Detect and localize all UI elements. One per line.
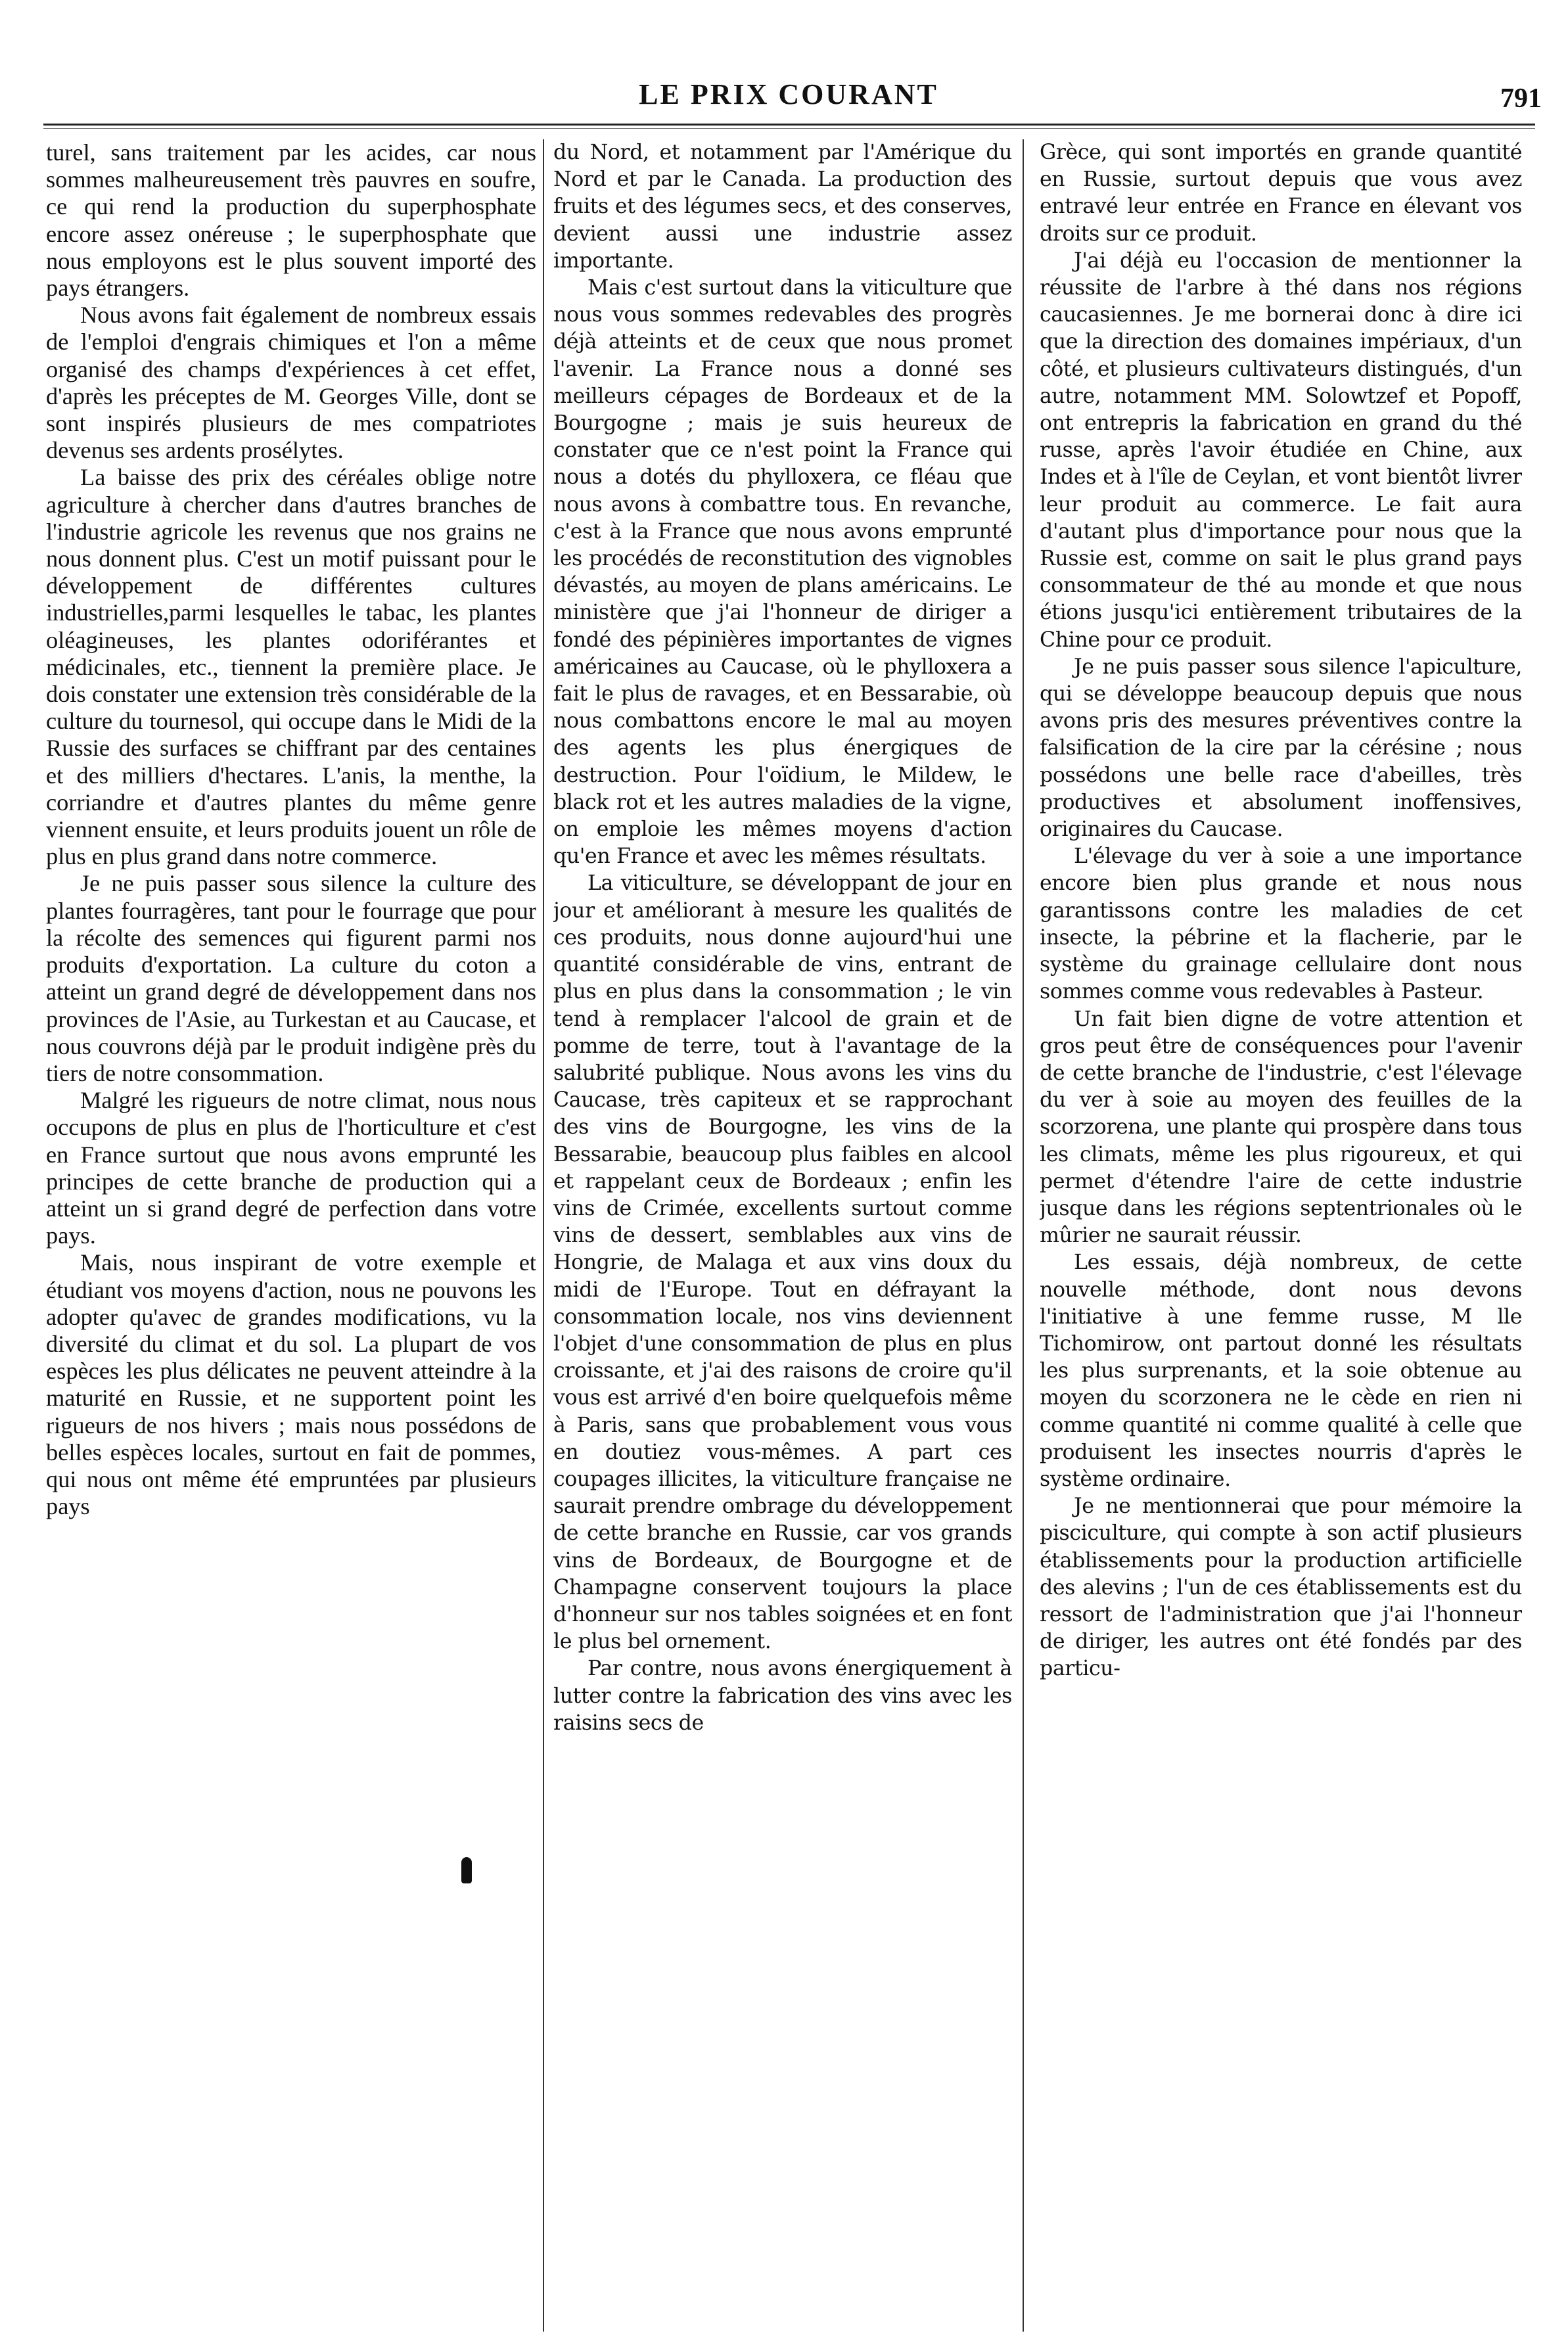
text-column-3 bbox=[1040, 139, 1522, 2334]
paragraph: L'élevage du ver à soie a une importance encore bien plus grande et nous nous garantissons contre les maladies de cet insecte, la pébrine et la flacherie, par le système du grainage cellulaire dont nous sommes comme vous redevables à Pasteur. bbox=[1040, 844, 1522, 1004]
paragraph: Un fait bien digne de votre attention et gros peut être de conséquences pour l'avenir de cette branche de l'industrie, c'est l'élevage du ver à soie au moyen des feuilles de la scorzorena, une plante qui prospère dans tous les climats, même les plus rigoureux, et qui permet d'étendre l'aire de cette industrie jusque dans les régions septentrionales où le mûrier ne saurait réussir. bbox=[1040, 1007, 1522, 1248]
paragraph: Je ne mentionnerai que pour mémoire la pisciculture, qui compte à son actif plusieurs établissements pour la production artificielle des alevins ; l'un de ces établissements est du ressort de l'administration que j'ai l'honneur de diriger, les autres ont été fondés par des particu- bbox=[1040, 1494, 1522, 1681]
text-column-2 bbox=[553, 139, 1012, 2334]
paragraph: Grèce, qui sont importés en grande quantité en Russie, surtout depuis que vous avez entravé leur entrée en France en élevant vos droits sur ce produit. bbox=[1040, 141, 1522, 246]
paragraph: Je ne puis passer sous silence la culture des plantes fourragères, tant pour le fourrage que pour la récolte des semences qui figurent parmi nos produits d'exportation. La culture du coton a atteint un grand degré de développement dans nos provinces de l'Asie, au Turkestan et au Caucase, et nous couvrons déjà par le produit indigène près du tiers de notre consommation. bbox=[46, 870, 536, 1086]
paragraph: Malgré les rigueurs de notre climat, nous nous occupons de plus en plus de l'horticulture et c'est en France surtout que nous avons emprunté les principes de cette branche de production qui a atteint un si grand degré de perfection dans votre pays. bbox=[46, 1087, 536, 1249]
paragraph: Mais, nous inspirant de votre exemple et étudiant vos moyens d'action, nous ne pouvons les adopter qu'avec de grandes modifications, vu la diversité du climat et du sol. La plupart de vos espèces les plus délicates ne peuvent atteindre à la maturité en Russie, et ne supportent point les rigueurs de nos hivers ; mais nous possédons de belles espèces locales, surtout en fait de pommes, qui nous ont même été empruntées par plusieurs pays bbox=[46, 1249, 536, 1520]
ink-blot-mark bbox=[461, 1857, 472, 1883]
paragraph: Nous avons fait également de nombreux essais de l'emploi d'engrais chimiques et l'on a même organisé des champs d'expériences à cet effet, d'après les préceptes de M. Georges Ville, dont se sont inspirés plusieurs de mes compatriotes devenus ses ardents prosélytes. bbox=[46, 302, 536, 464]
paragraph: J'ai déjà eu l'occasion de mentionner la réussite de l'arbre à thé dans nos régions caucasiennes. Je me bornerai donc à dire ici que la direction des domaines impériaux, d'un côté, et plusieurs cultivateurs distingués, d'un autre, notamment MM. Solowtzef et Popoff, ont entrepris la fabrication en grand du thé russe, après l'avoir étudiée en Chine, aux Indes et à l'île de Ceylan, et vont bientôt livrer leur produit au commerce. Le fait aura d'autant plus d'importance pour nous que la Russie est, comme on sait le plus grand pays consommateur de thé au monde et que nous étions jusqu'ici entièrement tributaires de la Chine pour ce produit. bbox=[1040, 248, 1522, 652]
page-header bbox=[0, 0, 1568, 145]
paragraph: La viticulture, se développant de jour en jour et améliorant à mesure les qualités de ces produits, nous donne aujourd'hui une quantité considérable de vins, entrant de plus en plus dans la consommation ; le vin tend à remplacer l'alcool de grain et de pomme de terre, tout à l'avantage de la salubrité publique. Nous avons les vins du Caucase, très capiteux et se rapprochant des vins de Bourgogne, les vins de la Bessarabie, beaucoup plus faibles en alcool et rappelant ceux de Bordeaux ; enfin les vins de Crimée, excellents surtout comme vins de dessert, semblables aux vins de Hongrie, de Malaga et aux vins doux du midi de l'Europe. Tout en défrayant la consommation locale, nos vins deviennent l'objet d'une consommation de plus en plus croissante, et j'ai des raisons de croire qu'il vous est arrivé d'en boire quelquefois même à Paris, sans que probablement vous vous en doutiez vous-mêmes. A part ces coupages illicites, la viticulture française ne saurait prendre ombrage du développement de cette branche en Russie, car vos grands vins de Bordeaux, de Bourgogne et de Champagne conservent toujours la place d'honneur sur nos tables soignées et en font le plus bel ornement. bbox=[553, 871, 1012, 1654]
column-divider bbox=[543, 139, 544, 2332]
journal-title: LE PRIX COURANT bbox=[639, 78, 938, 110]
paragraph: Mais c'est surtout dans la viticulture que nous vous sommes redevables des progrès déjà atteints et de ceux que nous promet l'avenir. La France nous a donné ses meilleurs cépages de Bordeaux et de la Bourgogne ; mais je suis heureux de constater que ce n'est point la France qui nous a dotés du phylloxera, ce fléau que nous avons à combattre tous. En revanche, c'est à la France que nous avons emprunté les procédés de reconstitution des vignobles dévastés, au moyen de plans américains. Le ministère que j'ai l'honneur de diriger a fondé des pépinières importantes de vignes américaines au Caucase, où le phylloxera a fait le plus de ravages, et en Bessarabie, où nous combattons encore le mal au moyen des agents les plus énergiques de destruction. Pour l'oïdium, le Mildew, le black rot et les autres maladies de la vigne, on emploie les mêmes moyens d'action qu'en France et avec les mêmes résultats. bbox=[553, 276, 1012, 869]
paragraph: Par contre, nous avons énergiquement à lutter contre la fabrication des vins avec les raisins secs de bbox=[553, 1657, 1012, 1735]
column-divider bbox=[1023, 139, 1024, 2332]
header-rule bbox=[43, 124, 1535, 129]
paragraph: turel, sans traitement par les acides, car nous sommes malheureusement très pauvres en soufre, ce qui rend la production du superphosphate encore assez onéreuse ; le superphosphate que nous employons est le plus souvent importé des pays étrangers. bbox=[46, 139, 536, 302]
paragraph: La baisse des prix des céréales oblige notre agriculture à chercher dans d'autres branches de l'industrie agricole les revenus que nos grains ne nous donnent plus. C'est un motif puissant pour le développement de différentes cultures industrielles,parmi lesquelles le tabac, les plantes oléagineuses, les plantes odoriférantes et médicinales, etc., tiennent la première place. Je dois constater une extension très considérable de la culture du tournesol, qui occupe dans le Midi de la Russie des surfaces se chiffrant par des centaines et des milliers d'hectares. L'anis, la menthe, la corriandre et d'autres plantes du même genre viennent ensuite, et leurs produits jouent un rôle de plus en plus grand dans notre commerce. bbox=[46, 464, 536, 870]
text-column-1 bbox=[46, 139, 536, 2334]
paragraph: du Nord, et notamment par l'Amérique du Nord et par le Canada. La production des fruits et des légumes secs, et des conserves, devient aussi une industrie assez importante. bbox=[553, 141, 1012, 273]
page-number: 791 bbox=[1500, 83, 1542, 114]
paragraph: Je ne puis passer sous silence l'apiculture, qui se développe beaucoup depuis que nous avons pris des mesures préventives contre la falsification de la cire par la cérésine ; nous possédons une belle race d'abeilles, très productives et absolument inoffensives, originaires du Caucase. bbox=[1040, 655, 1522, 842]
paragraph: Les essais, déjà nombreux, de cette nouvelle méthode, dont nous devons l'initiative à une femme russe, M lle Tichomirow, ont partout donné les résultats les plus surprenants, et la soie obtenue au moyen du scorzonera ne le cède en rien ni comme quantité ni comme qualité à celle que produisent les insectes nourris d'après le système ordinaire. bbox=[1040, 1251, 1522, 1491]
